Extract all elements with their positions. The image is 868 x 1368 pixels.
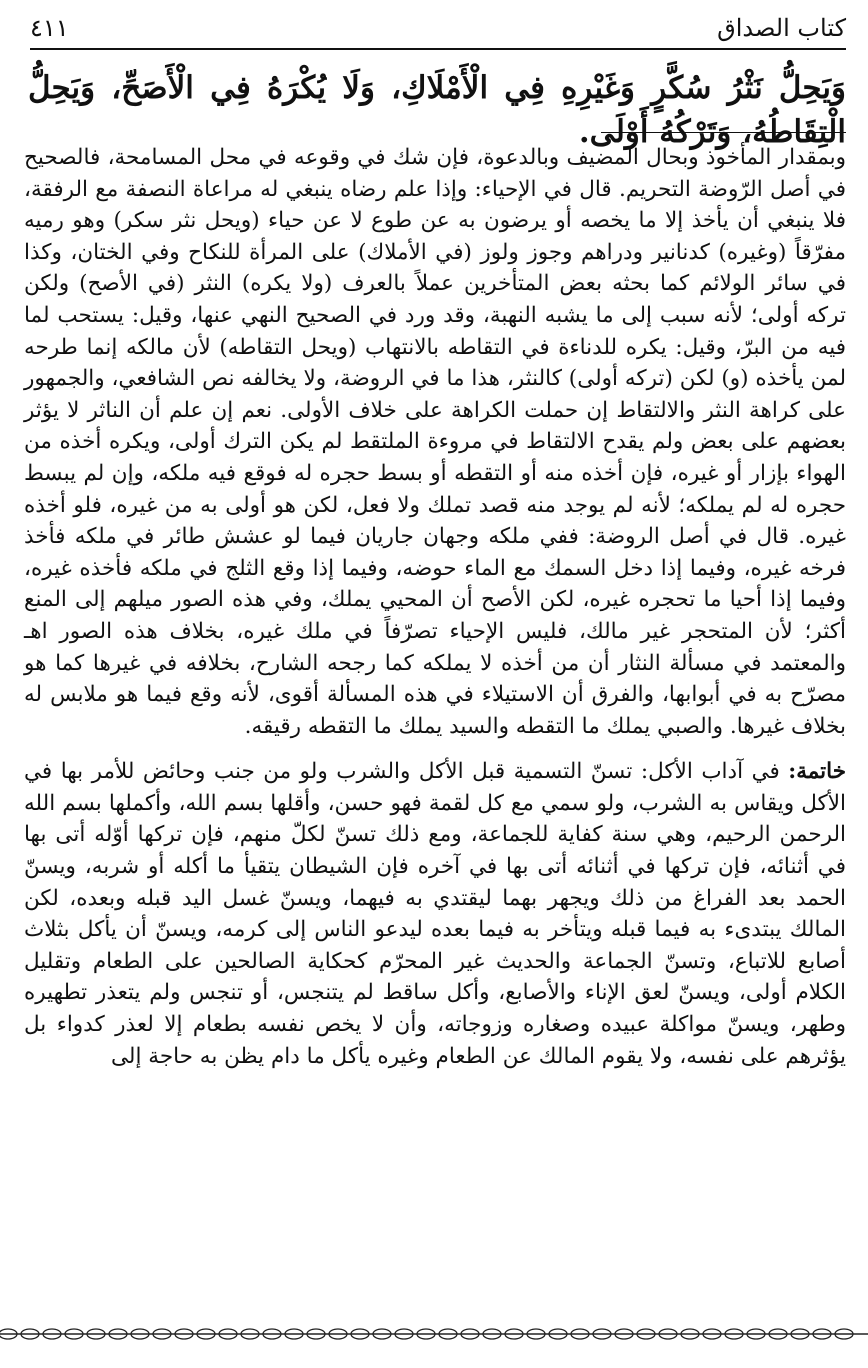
- separator-rule: [601, 132, 846, 133]
- chapter-title: كتاب الصداق: [717, 14, 846, 42]
- commentary-body: [24, 142, 846, 1072]
- decorative-border-ornament: [0, 1326, 868, 1342]
- commentary-paragraph: وبمقدار المأخوذ وبحال المضيف وبالدعوة، فإن شك في وقوعه في محل المسامحة، فالصحيح في أصل الرّوضة التحريم. قال في الإحياء: وإذا علم رضاه ينبغي له مراعاة النصفة مع الرفقة، فلا ينبغي أن يأخذ إلا ما يخصه أو يرضون به عن طوع لا عن حياء (ويحل نثر سكر) وهو رميه مفرّقاً (وغيره) كدنانير ودراهم وجوز ولوز (في الأملاك) على المرأة للنكاح وفي الختان، وكذا في سائر الولائم كما بحثه بعض المتأخرين عملاً بالعرف (ولا يكره) النثر (في الأصح) ولكن تركه أولى؛ لأنه سبب إلى ما يشبه النهبة، وقد ورد في الصحيح النهي عنها، وقيل: يستحب لما فيه من البرّ، وقيل: يكره للدناءة في التقاطه بالانتهاب (ويحل التقاطه) لأن مالكه إنما طرحه لمن يأخذه (و) لكن (تركه أولى) كالنثر، هذا ما في الروضة، ولا يخالفه نص الشافعي، والجمهور على كراهة النثر والالتقاط إن حملت الكراهة على خلاف الأولى. نعم إن علم أن الناثر لا يؤثر بعضهم على بعض ولم يقدح الالتقاط في مروءة الملتقط لم يكن الترك أولى، ويكره أخذه من الهواء بإزار أو غيره، فإن أخذه منه أو التقطه أو بسط حجره له فوقع فيه ملكه، وإن لم يبسط حجره له لم يملكه؛ لأنه لم يوجد منه قصد تملك ولا فعل، لكن هو أولى به من غيره، فلو أخذه غيره. قال في أصل الروضة: ففي ملكه وجهان جاريان فيما لو عشش طائر في ملكه فأخذ فرخه غيره، وفيما إذا دخل السمك مع الماء حوضه، وفيما إذا وقع الثلج في ملكه فأخذه غيره، وفيما إذا أحيا ما تحجره غيره، لكن الأصح أن المحيي يملك، وفي هذه الصور ميلهم إلى المنع أكثر؛ لأن المتحجر غير مالك، فليس الإحياء تصرّفاً في ملك غيره، بخلاف هذه الصور اهـ والمعتمد في مسألة النثار أن من أخذه لا يملكه كما رجحه الشارح، بخلافه في غيرها كما هو مصرّح به في أبوابها، والفرق أن الاستيلاء في هذه المسألة أقوى، لأنه وقع فيما هو ملابس له بخلاف غيرها. والصبي يملك ما التقطه والسيد يملك ما التقطه رقيقه.: [24, 145, 846, 739]
- running-header: [30, 8, 846, 50]
- matn-text: وَيَحِلُّ نَثْرُ سُكَّرٍ وَغَيْرِهِ فِي الْأَمْلَاكِ، وَلَا يُكْرَهُ فِي الْأَصَحِّ، وَيَحِلُّ الْتِقَاطُهُ، وَتَرْكُهُ أَوْلَى.: [28, 70, 846, 150]
- closing-label: خاتمة:: [788, 759, 846, 785]
- page-number: ٤١١: [30, 14, 69, 42]
- closing-text: في آداب الأكل: تسنّ التسمية قبل الأكل والشرب ولو من جنب وحائض للأمر بها في الأكل ويقاس به الشرب، ولو سمي مع كل لقمة فهو حسن، وأقلها بسم الله، وأكملها بسم الله الرحمن الرحيم، وهي سنة كفاية للجماعة، ومع ذلك تسنّ لكلّ منهم، فإن تركها أوّله أتى بها في أثنائه، فإن تركها في أثنائه أتى بها في آخره فإن الشيطان يتقيأ ما أكله أو شربه، ويسنّ الحمد بعد الفراغ من ذلك ويجهر بهما ليقتدي به فيهما، ويسنّ غسل اليد قبله وبعده، لكن المالك يبتدىء به فيما قبله ويتأخر به فيما بعده ليدعو الناس إلى كرمه، ويسنّ أن يأكل بثلاث أصابع للاتباع، وتسنّ الجماعة والحديث غير المحرّم كحكاية الصالحين على الطعام وتقليل الكلام أولى، ويسنّ لعق الإناء والأصابع، وأكل ساقط لم يتنجس، أو تنجس ولم يتعذر تطهيره وطهر، ويسنّ مواكلة عبيده وصغاره وزوجاته، وأن لا يخص نفسه بطعام إلا لعذر كدواء بل يؤثرهم على نفسه، ولا يقوم المالك عن الطعام وغيره يأكل ما دام يظن به حاجة إلى: [24, 759, 846, 1069]
- closing-paragraph: [24, 756, 846, 1072]
